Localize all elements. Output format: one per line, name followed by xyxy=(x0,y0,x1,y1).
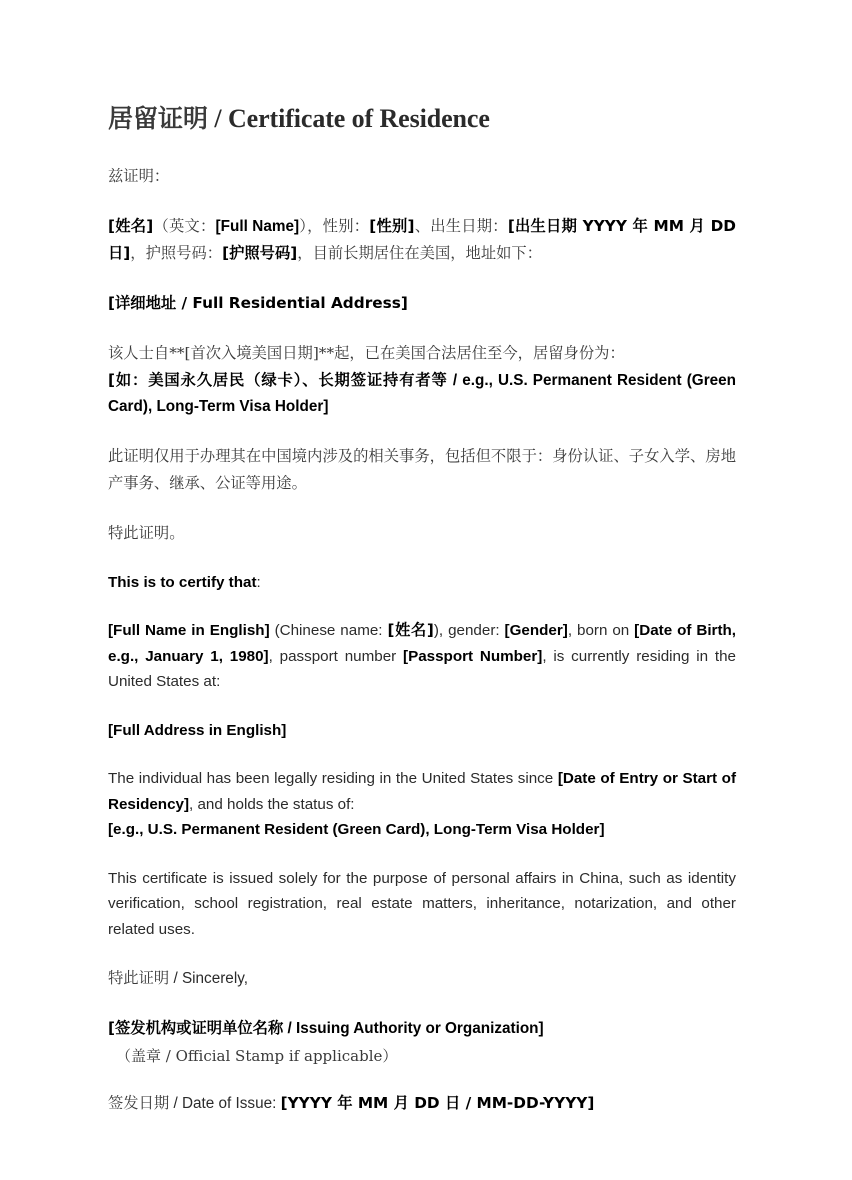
field-fullname-en-2: [Full Name in English] xyxy=(108,622,270,640)
chinese-identity-paragraph: [姓名]（英文：[Full Name]），性别：[性别]、出生日期：[出生日期 YYYY 年 MM 月 DD 日]，护照号码：[护照号码]，目前长期居住在美国，地址如下： xyxy=(108,216,736,262)
chinese-address-heading: [详细地址 / Full Residential Address] xyxy=(108,293,408,312)
chinese-residency-paragraph: 该人士自**[首次入境美国日期]**起，已在美国合法居住至今，居留身份为： [如：美国永久居民（绿卡）、长期签证持有者等 / e.g., U.S. Permanent Resident (Green Card), Long-Term Visa Holder] xyxy=(108,343,737,415)
field-issue-date: [YYYY 年 MM 月 DD 日 / MM-DD-YYYY] xyxy=(280,1094,595,1113)
field-gender-cn: [性别] xyxy=(369,216,415,235)
issue-date-line: 签发日期 / Date of Issue: [YYYY 年 MM 月 DD 日 / MM-DD-YYYY] xyxy=(108,1094,595,1113)
residency-status-cn: [如：美国永久居民（绿卡）、长期签证持有者等 xyxy=(108,370,448,389)
field-entry-date-en: [Date of Entry or Start of Residency] xyxy=(108,770,736,813)
signature-spacer xyxy=(108,1069,736,1090)
issuing-authority-line: [签发机构或证明单位名称 / Issuing Authority or Organization] xyxy=(108,1019,544,1038)
document-body xyxy=(108,104,736,1117)
english-address-heading: [Full Address in English] xyxy=(108,721,287,739)
residency-lead-cn: 该人士自**[首次入境美国日期]**起，已在美国合法居住至今，居留身份为： xyxy=(108,343,625,362)
official-stamp-note: （盖章 / Official Stamp if applicable） xyxy=(116,1047,398,1066)
english-certify-heading: This is to certify that: xyxy=(108,573,261,591)
field-gender-en: [Gender] xyxy=(504,622,568,640)
field-name-cn-2: [姓名] xyxy=(387,621,434,640)
page-title-separator: / xyxy=(208,104,228,133)
field-passport-en: [Passport Number] xyxy=(403,647,543,665)
field-dob-cn: [出生日期 YYYY 年 MM 月 DD 日] xyxy=(108,216,736,262)
field-name-cn: [姓名] xyxy=(108,216,154,235)
page-title-english: Certificate of Residence xyxy=(227,104,490,133)
field-passport-cn: [护照号码] xyxy=(222,243,298,262)
field-fullname-en: [Full Name] xyxy=(215,217,300,235)
sincerely-line: 特此证明 / Sincerely, xyxy=(108,969,248,988)
page-title-chinese: 居留证明 xyxy=(108,104,209,133)
english-residency-paragraph: The individual has been legally residing in the United States since [Date of Entry or Start of Residency], and holds the status of: [e.g., U.S. Permanent Resident (Green Card), Long-Term Visa Holder] xyxy=(108,770,736,839)
residency-status-en: e.g., U.S. Permanent Resident (Green Card), Long-Term Visa Holder] xyxy=(108,371,737,415)
chinese-purpose-paragraph: 此证明仅用于办理其在中国境内涉及的相关事务，包括但不限于：身份认证、子女入学、房地产事务、继承、公证等用途。 xyxy=(108,446,736,492)
field-status-en: [e.g., U.S. Permanent Resident (Green Card), Long-Term Visa Holder] xyxy=(108,821,605,839)
issuing-authority-block xyxy=(108,1015,736,1069)
english-purpose-paragraph: This certificate is issued solely for the purpose of personal affairs in China, such as identity verification, school registration, real estate matters, inheritance, notarization, and other related uses. xyxy=(108,869,736,938)
page-title xyxy=(108,104,736,135)
field-dob-en: [Date of Birth, e.g., January 1, 1980] xyxy=(108,622,737,665)
chinese-opening: 兹证明： xyxy=(108,166,170,185)
english-identity-paragraph: [Full Name in English] (Chinese name: [姓名]), gender: [Gender], born on [Date of Birth, e.g., January 1, 1980], passport number [Passport Number], is currently residing in the United States at: xyxy=(108,621,737,691)
chinese-closing: 特此证明。 xyxy=(108,523,185,542)
